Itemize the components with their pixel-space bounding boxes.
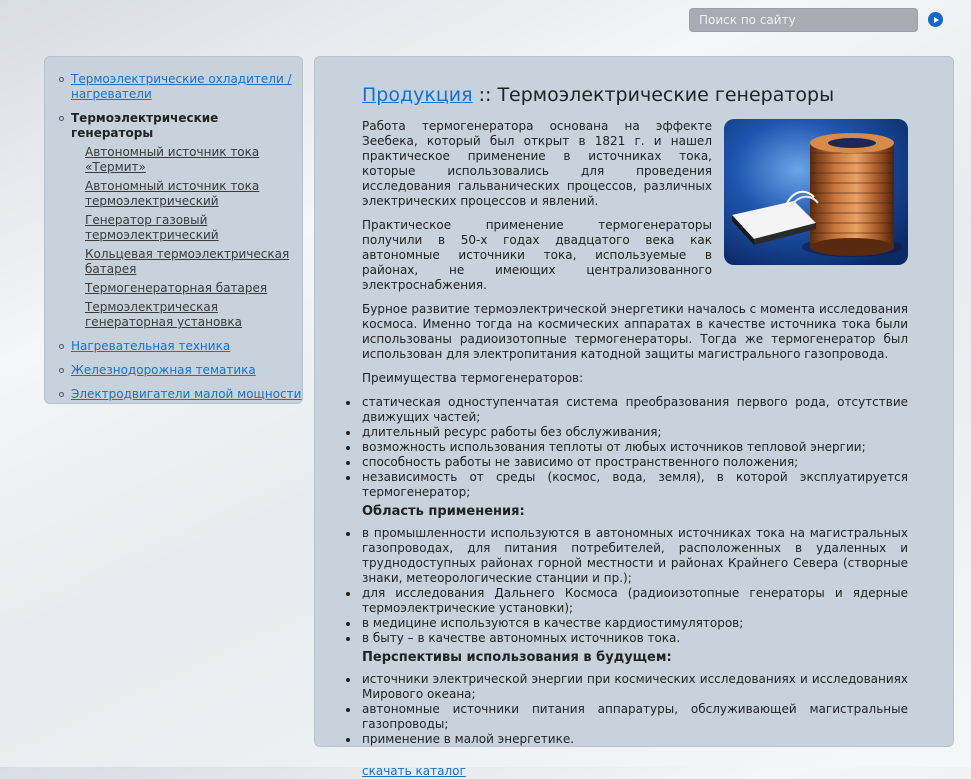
list-item: в промышленности используются в автономных источниках тока на магистральных газопроводах, для питания потребителей, расположенных в удаленных и труднодоступных районах горной местности и районах Крайнего Севера (створные знаки, метеорологические станции и пр.); [362,526,908,585]
submenu-link-generator-battery[interactable]: Термогенераторная батарея [85,281,268,295]
prospects-list [362,672,908,747]
main-content [314,56,954,778]
list-item: в быту – в качестве автономных источников тока. [362,631,908,646]
sidebar-item-railway [58,363,302,378]
application-heading: Область применения: [362,504,525,519]
submenu-link-ring-battery[interactable]: Кольцевая термоэлектрическая батарея [85,247,290,276]
paragraph-space: Бурное развитие термоэлектрической энергетики началось с момента исследования космоса. Именно тогда на космических аппаратах в качестве источника тока были использованы радиоизотопные термогенераторы. Тогда же термогенератор был использован для электропитания катодной защиты магистрального газопровода. [362,302,908,361]
download-catalog-link[interactable]: скачать каталог [362,764,466,778]
sidebar-link-heating[interactable]: Нагревательная техника [71,339,231,353]
article [362,81,908,779]
page-title [362,81,908,109]
sidebar-submenu [71,145,302,330]
submenu-link-gas-generator[interactable]: Генератор газовый термоэлектрический [85,213,219,242]
sidebar-link-coolers[interactable]: Термоэлектрические охладители / нагреватели [71,72,292,101]
list-item: способность работы не зависимо от пространственного положения; [362,455,908,470]
sidebar-link-railway[interactable]: Железнодорожная тематика [71,363,256,377]
paragraph-intro: Работа термогенератора основана на эффекте Зеебека, который был открыт в 1821 г. и нашел практическое применение в источниках тока, которые использовались для проведения исследования гальванических процессов, различных электрических процессов и явлений. [362,119,712,208]
submenu-link-termit[interactable]: Автономный источник тока «Термит» [85,145,260,174]
submenu-link-generator-unit[interactable]: Термоэлектрическая генераторная установка [85,300,242,329]
search-box[interactable] [689,8,918,32]
sidebar-nav [45,57,302,402]
list-item: применение в малой энергетике. [362,732,908,747]
list-item: для исследования Дальнего Космоса (радиоизотопные генераторы и ядерные термоэлектрические установки); [362,586,908,615]
list-item: источники электрической энергии при космических исследованиях и исследованиях Мирового океана; [362,672,908,701]
list-item: статическая одноступенчатая система преобразования первого рода, отсутствие движущих частей; [362,395,908,424]
breadcrumb-separator: :: [472,84,498,106]
list-item: в медицине используются в качестве кардиостимуляторов; [362,616,908,631]
advantages-list [362,395,908,500]
applications-list [362,526,908,646]
sidebar-item-generators-label: Термоэлектрические генераторы [71,111,219,140]
submenu-link-autonomous-source[interactable]: Автономный источник тока термоэлектрический [85,179,260,208]
breadcrumb-products-link[interactable]: Продукция [362,84,473,106]
sidebar-item-heating [58,339,302,354]
product-image [724,119,908,265]
sidebar-link-motors[interactable]: Электродвигатели малой мощности [71,387,302,401]
search-input[interactable] [690,9,917,31]
prospects-heading: Перспективы использования в будущем: [362,650,672,665]
list-item: длительный ресурс работы без обслуживания; [362,425,908,440]
search-submit-icon[interactable] [928,12,943,27]
page-title-text: Термоэлектрические генераторы [497,84,835,106]
list-item: независимость от среды (космос, вода, земля), в которой эксплуатируется термогенератор; [362,470,908,499]
sidebar-item-coolers [58,72,302,102]
list-item: автономные источники питания аппаратуры, обслуживающей магистральные газопроводы; [362,702,908,731]
paragraph-history: Практическое применение термогенераторы получили в 50-х годах двадцатого века как автономные источники тока, используемые в районах, не имеющих централизованного электроснабжения. [362,218,712,292]
advantages-label: Преимущества термогенераторов: [362,371,584,385]
sidebar-item-generators [58,111,302,330]
sidebar [44,56,303,404]
sidebar-item-motors [58,387,302,402]
list-item: возможность использования теплоты от любых источников тепловой энергии; [362,440,908,455]
